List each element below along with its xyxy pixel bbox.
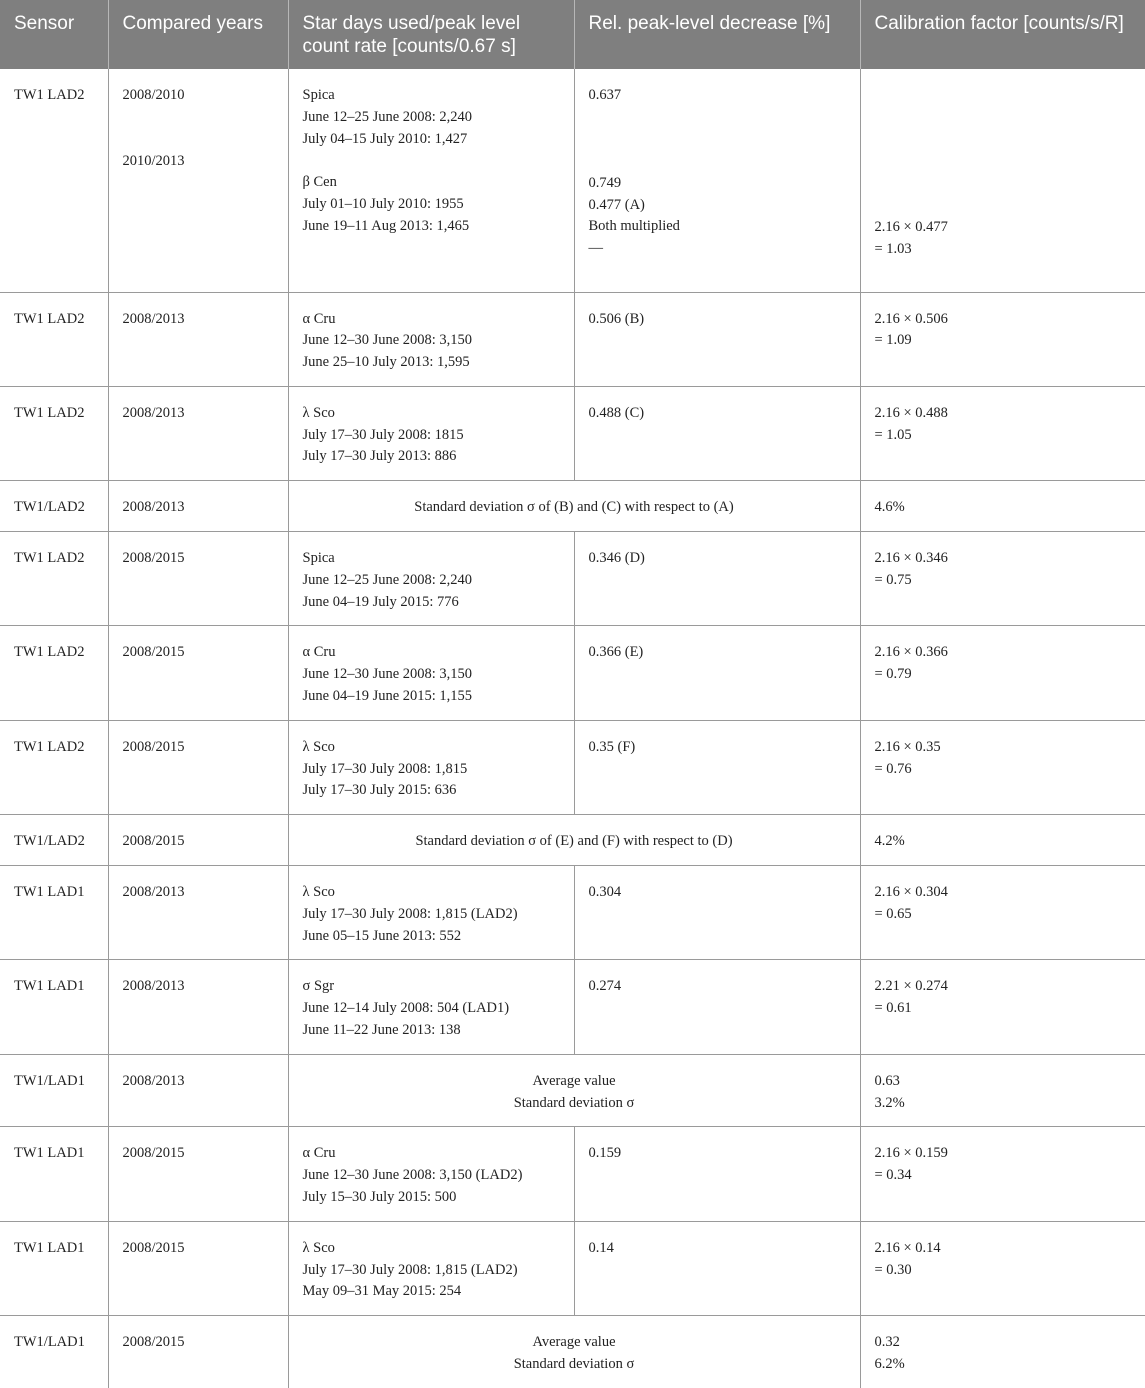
- star-period: June 12–30 June 2008: 3,150: [302, 666, 473, 683]
- calibration-result: = 1.05: [874, 426, 912, 443]
- decrease-cell: 0.274: [574, 960, 860, 1054]
- table-row: [0, 386, 1145, 480]
- star-cell: [288, 292, 574, 386]
- table-row: [0, 626, 1145, 720]
- decrease-cell: 0.14: [574, 1221, 860, 1315]
- table-row: [0, 1127, 1145, 1221]
- decrease-cell: 0.506 (B): [574, 292, 860, 386]
- years-cell: 2008/2015: [108, 815, 288, 866]
- star-name: Spica: [302, 87, 335, 103]
- calibration-cell: [860, 1127, 1145, 1221]
- summary-stddev-label: Standard deviation σ: [513, 1094, 635, 1111]
- calibration-result: = 1.03: [874, 240, 912, 257]
- star-cell: [288, 960, 574, 1054]
- years-cell: 2008/2015: [108, 532, 288, 626]
- calibration-formula: 2.16 × 0.477: [874, 219, 948, 235]
- star-name: β Cen: [302, 174, 337, 191]
- star-period: July 17–30 July 2013: 886: [302, 448, 457, 465]
- calibration-stddev: 3.2%: [874, 1094, 905, 1111]
- star-cell: [288, 69, 574, 292]
- star-period: July 17–30 July 2008: 1,815 (LAD2): [302, 905, 518, 922]
- star-period: June 12–30 June 2008: 3,150 (LAD2): [302, 1167, 523, 1184]
- years-cell: 2008/2013: [108, 866, 288, 960]
- star-name: α Cru: [302, 1145, 336, 1162]
- table-header: [0, 0, 1145, 69]
- block-gap: [875, 195, 1132, 217]
- calibration-formula: 2.21 × 0.274: [874, 978, 948, 995]
- star-period: July 17–30 July 2008: 1815: [302, 426, 464, 443]
- sensor-cell: TW1 LAD2: [0, 386, 108, 480]
- sensor-cell: TW1/LAD2: [0, 815, 108, 866]
- years-value: 2008/2010: [122, 87, 185, 103]
- decrease-cell: 0.346 (D): [574, 532, 860, 626]
- calibration-stddev: 6.2%: [874, 1356, 905, 1372]
- header-compared-years: Compared years: [108, 0, 288, 69]
- summary-cell: [288, 1054, 860, 1127]
- years-cell: [108, 69, 288, 292]
- star-period: June 04–19 June 2015: 1,155: [302, 688, 473, 705]
- calibration-formula: 2.16 × 0.506: [874, 310, 948, 327]
- header-star-days: Star days used/peak level count rate [counts/0.67 s]: [288, 0, 574, 69]
- years-cell: 2008/2013: [108, 960, 288, 1054]
- star-name: α Cru: [302, 310, 336, 327]
- calibration-formula: 2.16 × 0.159: [874, 1145, 948, 1162]
- calibration-result: = 0.30: [874, 1261, 912, 1278]
- block-gap: [875, 107, 1132, 129]
- table-row: [0, 866, 1145, 960]
- sensor-cell: TW1 LAD1: [0, 1221, 108, 1315]
- star-period: July 15–30 July 2015: 500: [302, 1189, 457, 1206]
- calibration-result: = 0.61: [874, 1000, 912, 1017]
- table-row: [0, 532, 1145, 626]
- summary-average-label: Average value: [532, 1334, 616, 1351]
- block-gap: [875, 151, 1132, 173]
- star-cell: [288, 386, 574, 480]
- block-gap: [875, 129, 1132, 151]
- table-row: [0, 1221, 1145, 1315]
- star-period: July 17–30 July 2008: 1,815 (LAD2): [302, 1261, 518, 1278]
- summary-cell: Standard deviation σ of (E) and (F) with respect to (D): [288, 815, 860, 866]
- header-sensor: Sensor: [0, 0, 108, 69]
- star-period: June 12–25 June 2008: 2,240: [302, 108, 473, 125]
- calibration-formula: 2.16 × 0.35: [874, 738, 941, 755]
- calibration-cell: [860, 292, 1145, 386]
- block-gap: [589, 151, 846, 173]
- calibration-result: = 0.34: [874, 1167, 912, 1184]
- table-row: [0, 292, 1145, 386]
- calibration-cell: [860, 1316, 1145, 1388]
- star-name: λ Sco: [302, 738, 335, 755]
- star-period: June 25–10 July 2013: 1,595: [302, 354, 470, 371]
- star-period: July 01–10 July 2010: 1955: [302, 196, 464, 213]
- table-row: [0, 1054, 1145, 1127]
- decrease-value: 0.637: [588, 87, 622, 103]
- calibration-result: = 0.65: [874, 905, 912, 922]
- table-row: [0, 1316, 1145, 1388]
- star-name: λ Sco: [302, 404, 335, 421]
- sensor-cell: TW1 LAD1: [0, 1127, 108, 1221]
- calibration-cell: [860, 532, 1145, 626]
- star-name: α Cru: [302, 644, 336, 661]
- calibration-cell: [860, 626, 1145, 720]
- summary-average-label: Average value: [532, 1072, 616, 1089]
- calibration-average: 0.63: [874, 1072, 900, 1089]
- years-cell: 2008/2013: [108, 481, 288, 532]
- years-cell: 2008/2013: [108, 386, 288, 480]
- header-row: [0, 0, 1145, 69]
- sensor-cell: TW1/LAD2: [0, 481, 108, 532]
- calibration-result: = 0.79: [874, 666, 912, 683]
- table-row: [0, 720, 1145, 814]
- sensor-cell: TW1 LAD1: [0, 866, 108, 960]
- table-body: [0, 69, 1145, 1388]
- years-cell: 2008/2015: [108, 720, 288, 814]
- sensor-cell: TW1 LAD2: [0, 532, 108, 626]
- decrease-note: —: [588, 240, 603, 257]
- years-cell: 2008/2015: [108, 1127, 288, 1221]
- star-cell: [288, 866, 574, 960]
- calibration-cell: [860, 1054, 1145, 1127]
- star-period: June 05–15 June 2013: 552: [302, 927, 462, 944]
- star-name: σ Sgr: [302, 978, 335, 995]
- star-name: Spica: [302, 550, 335, 567]
- calibration-cell: 4.6%: [860, 481, 1145, 532]
- decrease-cell: 0.35 (F): [574, 720, 860, 814]
- sensor-cell: TW1 LAD2: [0, 720, 108, 814]
- decrease-value: 0.749: [588, 174, 622, 191]
- calibration-cell: [860, 866, 1145, 960]
- block-gap: [875, 173, 1132, 195]
- block-gap: [589, 107, 846, 129]
- calibration-result: = 1.09: [874, 332, 912, 349]
- sensor-cell: TW1 LAD2: [14, 87, 85, 103]
- decrease-cell: 0.488 (C): [574, 386, 860, 480]
- star-period: June 12–14 July 2008: 504 (LAD1): [302, 1000, 510, 1017]
- header-peak-decrease: Rel. peak-level decrease [%]: [574, 0, 860, 69]
- star-cell: [288, 532, 574, 626]
- star-period: June 19–11 Aug 2013: 1,465: [302, 217, 470, 234]
- years-cell: 2008/2015: [108, 1316, 288, 1388]
- star-period: June 11–22 June 2013: 138: [302, 1022, 461, 1039]
- calibration-formula: 2.16 × 0.14: [874, 1239, 941, 1256]
- summary-stddev-label: Standard deviation σ: [513, 1356, 635, 1372]
- years-cell: 2008/2013: [108, 292, 288, 386]
- decrease-cell: 0.159: [574, 1127, 860, 1221]
- sensor-cell: TW1 LAD2: [0, 292, 108, 386]
- table-row: [0, 815, 1145, 866]
- decrease-cell: [574, 69, 860, 292]
- star-cell: [288, 626, 574, 720]
- star-period: June 12–25 June 2008: 2,240: [302, 571, 473, 588]
- summary-cell: Standard deviation σ of (B) and (C) with respect to (A): [288, 481, 860, 532]
- calibration-formula: 2.16 × 0.304: [874, 884, 948, 901]
- calibration-result: = 0.75: [874, 571, 912, 588]
- star-name: λ Sco: [302, 1239, 335, 1256]
- table-row: [0, 960, 1145, 1054]
- sensor-cell: TW1/LAD1: [0, 1316, 108, 1388]
- block-gap: [589, 129, 846, 151]
- calibration-cell: [860, 69, 1145, 292]
- header-calibration-factor: Calibration factor [counts/s/R]: [860, 0, 1145, 69]
- block-gap: [303, 150, 560, 172]
- years-cell: 2008/2013: [108, 1054, 288, 1127]
- block-gap: [123, 107, 274, 129]
- years-cell: 2008/2015: [108, 1221, 288, 1315]
- star-period: June 12–30 June 2008: 3,150: [302, 332, 473, 349]
- star-period: July 04–15 July 2010: 1,427: [302, 130, 468, 147]
- block-gap: [123, 129, 274, 151]
- star-period: June 04–19 July 2015: 776: [302, 593, 459, 610]
- star-cell: [288, 1221, 574, 1315]
- years-cell: 2008/2015: [108, 626, 288, 720]
- calibration-result: = 0.76: [874, 760, 912, 777]
- star-cell: [288, 720, 574, 814]
- calibration-cell: 4.2%: [860, 815, 1145, 866]
- calibration-formula: 2.16 × 0.488: [874, 404, 948, 421]
- years-value: 2010/2013: [122, 152, 185, 169]
- sensor-cell: TW1 LAD1: [0, 960, 108, 1054]
- star-period: July 17–30 July 2015: 636: [302, 782, 457, 799]
- star-period: May 09–31 May 2015: 254: [302, 1283, 462, 1300]
- sensor-cell: TW1 LAD2: [0, 626, 108, 720]
- decrease-note: Both multiplied: [588, 218, 680, 235]
- calibration-cell: [860, 1221, 1145, 1315]
- calibration-cell: [860, 720, 1145, 814]
- summary-cell: [288, 1316, 860, 1388]
- calibration-average: 0.32: [874, 1334, 900, 1351]
- decrease-value: 0.477 (A): [588, 196, 645, 213]
- decrease-cell: 0.304: [574, 866, 860, 960]
- table-row: [0, 69, 1145, 292]
- star-cell: [288, 1127, 574, 1221]
- star-period: July 17–30 July 2008: 1,815: [302, 760, 468, 777]
- calibration-cell: [860, 386, 1145, 480]
- calibration-formula: 2.16 × 0.366: [874, 644, 948, 661]
- sensor-cell: TW1/LAD1: [0, 1054, 108, 1127]
- calibration-cell: [860, 960, 1145, 1054]
- decrease-cell: 0.366 (E): [574, 626, 860, 720]
- calibration-formula: 2.16 × 0.346: [874, 550, 948, 567]
- star-name: λ Sco: [302, 884, 335, 901]
- block-gap: [875, 85, 1132, 107]
- table-row: [0, 481, 1145, 532]
